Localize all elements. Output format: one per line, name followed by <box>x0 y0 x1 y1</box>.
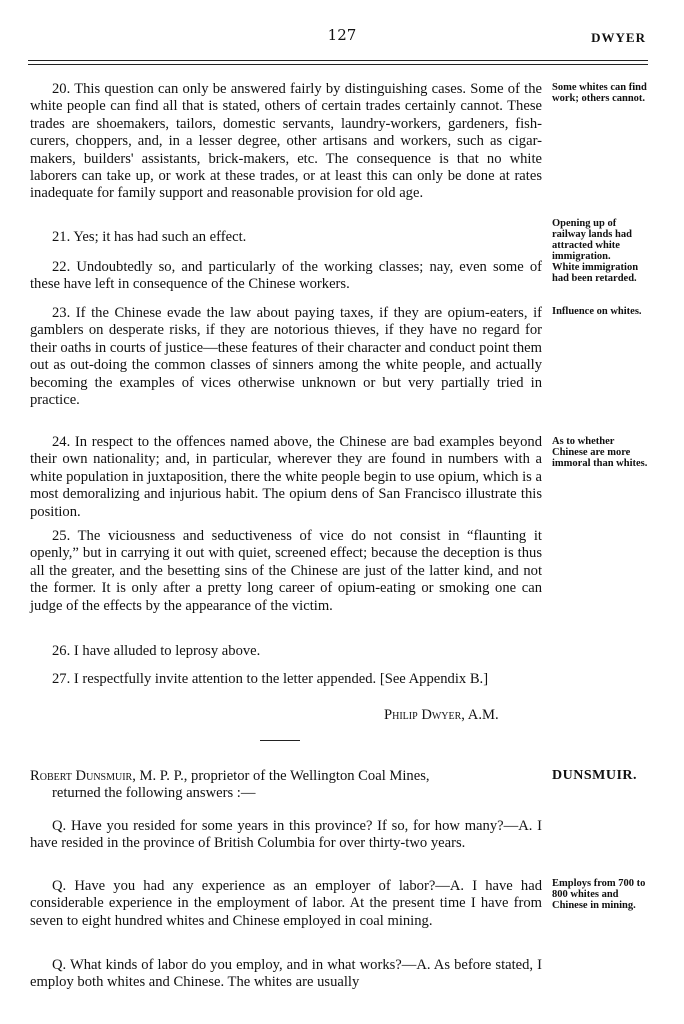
page-number: 127 <box>327 26 357 44</box>
dunsmuir-side-head: DUNSMUIR. <box>552 768 637 783</box>
signature-name: Philip Dwyer <box>384 707 462 723</box>
paragraph-21: 21. Yes; it has had such an effect. <box>52 229 247 245</box>
signature-suffix: , A.M. <box>461 707 499 723</box>
dunsmuir-qa-1: Q. Have you resided for some years in this province? If so, for how many?—A. I have resided in the province of British Columbia for over thirty-two years. <box>30 818 542 852</box>
dunsmuir-qa-3: Q. What kinds of labor do you employ, and in what works?—A. As before stated, I employ both whites and Chinese. The whites are usually <box>30 957 542 991</box>
paragraph-22: 22. Undoubtedly so, and particularly of the working classes; nay, even some of these have left in consequence of the Chinese workers. <box>30 259 542 293</box>
paragraph-25: 25. The viciousness and seductiveness of vice do not consist in “flaunting it openly,” but in carrying it out with quiet, screened effect; because the deception is thus all the greater, and the besetting sins of the Chinese are just of the latter kind, and not the former. It is only after a pretty long career of opium-eating or smoking one can judge of the effects by the appearance of the victim. <box>30 528 542 614</box>
margin-note-6: Employs from 700 to 800 whites and Chinese in mining. <box>552 878 646 911</box>
dunsmuir-intro-rest: , M. P. P., proprietor of the Wellington Coal Mines, <box>132 768 430 784</box>
dunsmuir-name: Robert Dunsmuir <box>30 768 133 784</box>
margin-note-1: Some whites can find work; others cannot. <box>552 82 647 104</box>
running-head: DWYER <box>591 30 646 45</box>
paragraph-24: 24. In respect to the offences named above, the Chinese are bad examples beyond their own nationality; and, in particular, wherever they are found in numbers with a white population in juxtaposition, there the white people begin to use opium, which is a most demoralizing and injurious habit. The opium dens of San Francisco illustrate this position. <box>30 434 542 520</box>
paragraph-23: 23. If the Chinese evade the law about paying taxes, if they are opium-eaters, if gamblers on desperate risks, if they are notorious thieves, if they have no regard for their oaths in courts of justice—these features of their character and conduct point them out as out-doing the common classes of sinners among the white people, and actually becoming the examples of vices otherwise unknown or but very partially tried in practice. <box>30 305 542 409</box>
margin-note-4: Influence on whites. <box>552 306 642 317</box>
paragraph-20: 20. This question can only be answered fairly by distinguishing cases. Some of the white people can find all that is stated, others of certain trades certainly cannot. These trades are shoemakers, tailors, domestic servants, laundry-workers, gardeners, fish-curers, choppers, and, in a lesser degree, other artisans and workers, such as cigar-makers, builders' assistants, brick-makers, etc. The consequence is that no white laborers can take up, or work at these trades, or at least this can only be done at rates inadequate for family support and reasonable provision for old age. <box>30 81 542 202</box>
margin-note-5: As to whether Chinese are more immoral than whites. <box>552 436 648 469</box>
dunsmuir-qa-2: Q. Have you had any experience as an employer of labor?—A. I have had considerable experience in the employment of labor. At the present time I have from seven to eight hundred whites and Chinese employed in coal mining. <box>30 878 542 929</box>
margin-note-3: White immigration had been retarded. <box>552 262 639 284</box>
dunsmuir-intro-line2: returned the following answers :— <box>52 785 256 802</box>
paragraph-26: 26. I have alluded to leprosy above. <box>52 643 261 659</box>
paragraph-27: 27. I respectfully invite attention to the letter appended. [See Appendix B.] <box>52 671 489 687</box>
margin-note-2: Opening up of railway lands had attracted white immigration. <box>552 218 632 262</box>
